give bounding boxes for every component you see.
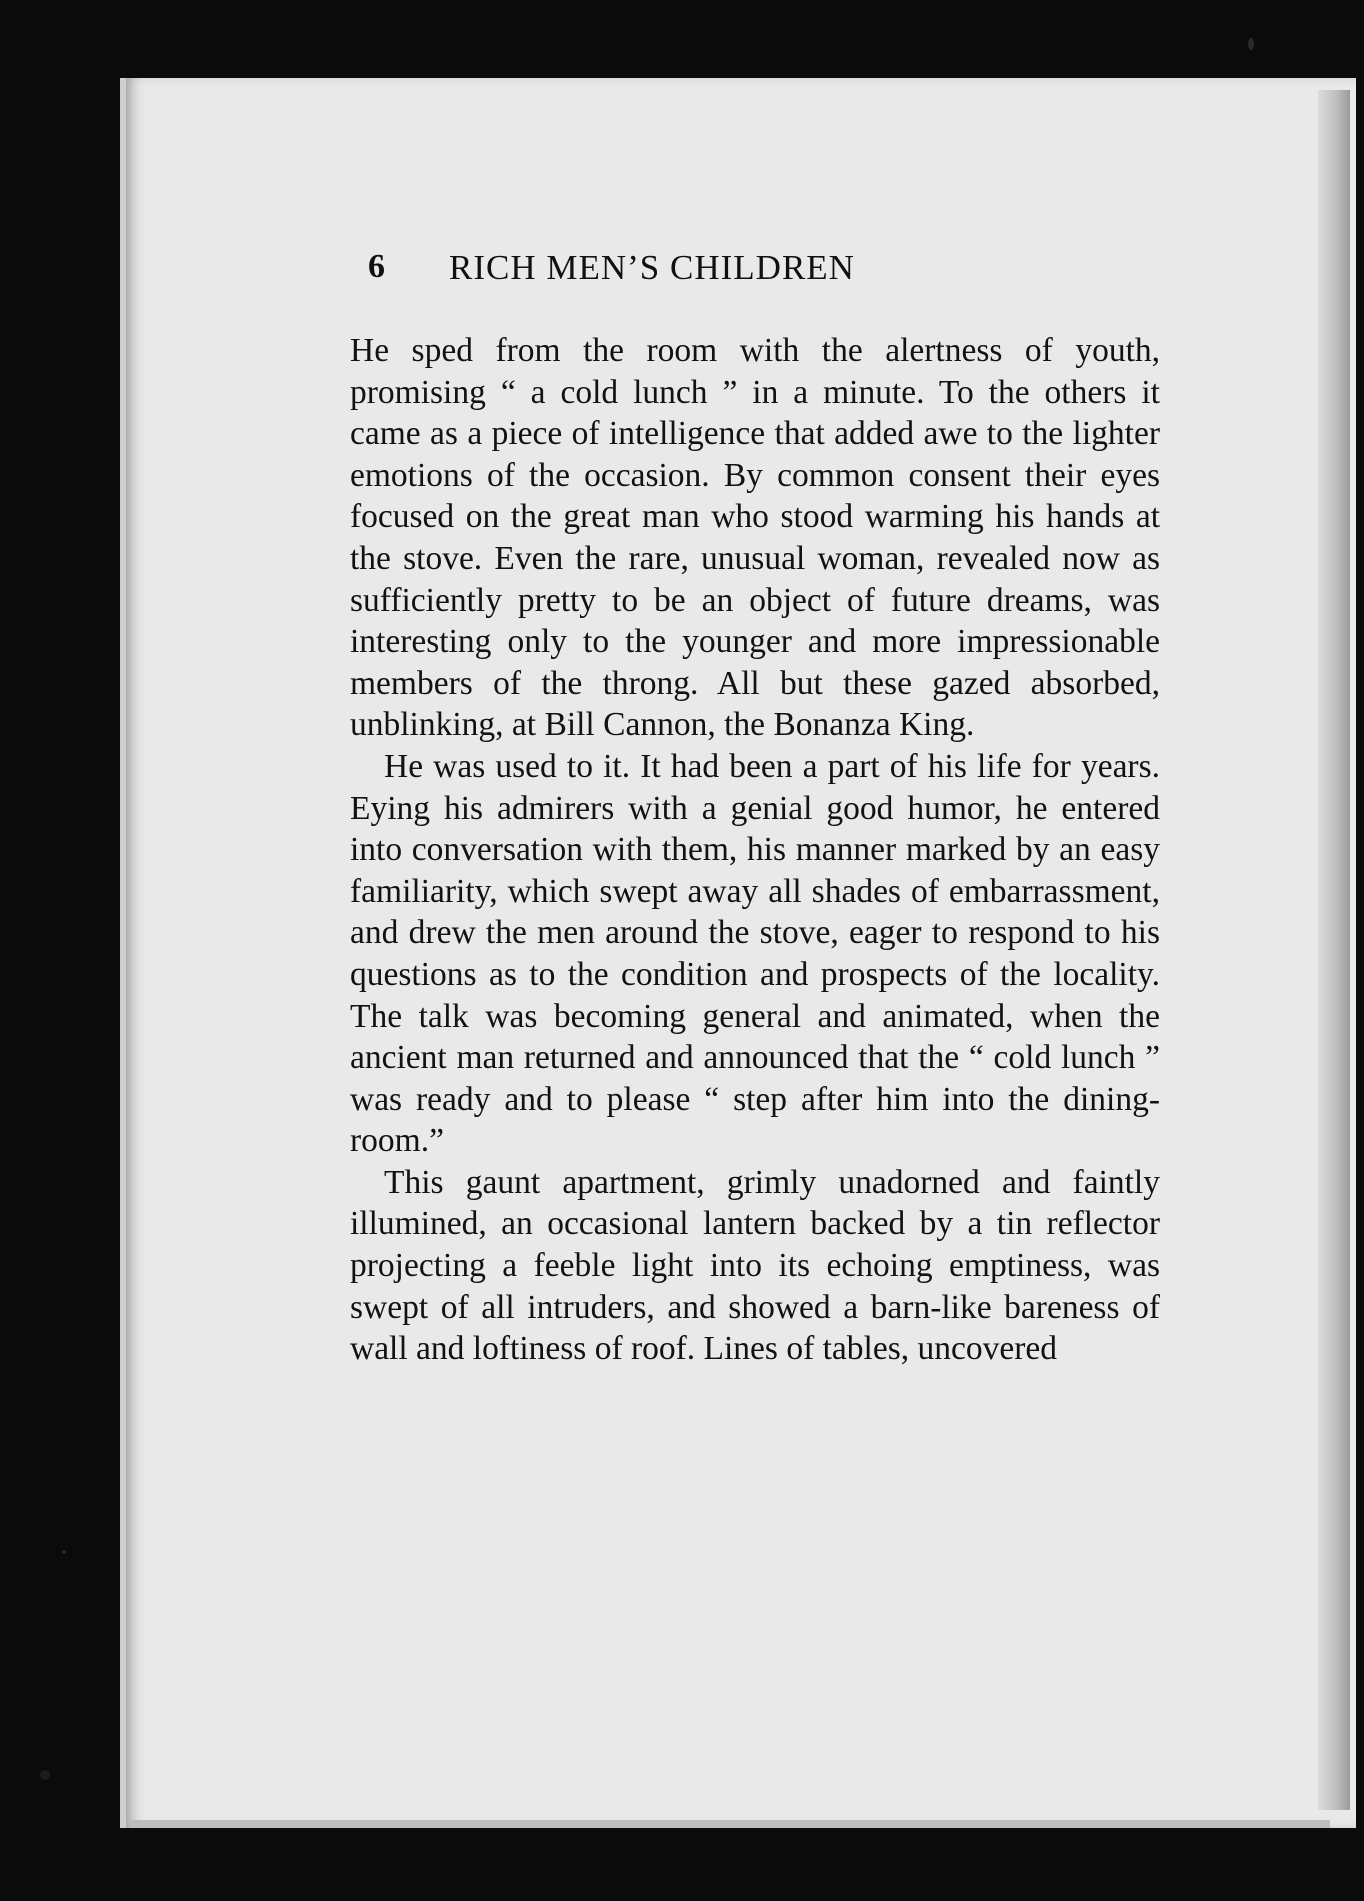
page-edge-shadow xyxy=(1318,90,1350,1810)
paragraph-2: He was used to it. It had been a part of his life for years. Eying his admirers with a genial good humor, he entered into conversation with them, his manner marked by an easy familiarity, which swept away all shades of embarrassment, and drew the men around the stove, eager to respond to his questions as to the condition and prospects of the locality. The talk was becoming general and animated, when the ancient man returned and announced that the “ cold lunch ” was ready and to please “ step after him into the dining-room.” xyxy=(350,747,1160,1160)
page-bottom-edge xyxy=(130,1820,1330,1828)
page-number: 6 xyxy=(368,248,385,285)
scan-speck xyxy=(40,1770,50,1780)
scan-speck xyxy=(62,1550,66,1554)
scan-speck xyxy=(1248,38,1254,50)
paragraph-1: He sped from the room with the alertness of youth, promising “ a cold lunch ” in a minute. To the others it came as a piece of intelligence that added awe to the lighter emotions of the occasion. By common consent their eyes focused on the great man who stood warming his hands at the stove. Even the rare, unusual woman, revealed now as sufficiently pretty to be an object of future dreams, was interesting only to the younger and more impressionable members of the throng. All but these gazed absorbed, unblinking, at Bill Cannon, the Bonanza King. xyxy=(350,332,1160,744)
running-head: RICH MEN’S CHILDREN xyxy=(449,248,855,287)
paragraph-3: This gaunt apartment, grimly unadorned and faintly illumined, an occasional lantern backed by a tin reflector projecting a feeble light into its echoing emptiness, was swept of all intruders, and showed a barn-like bareness of wall and loftiness of roof. Lines of tables, uncovered xyxy=(350,1163,1160,1368)
body-text xyxy=(350,330,1160,1370)
page-header xyxy=(368,248,1008,298)
